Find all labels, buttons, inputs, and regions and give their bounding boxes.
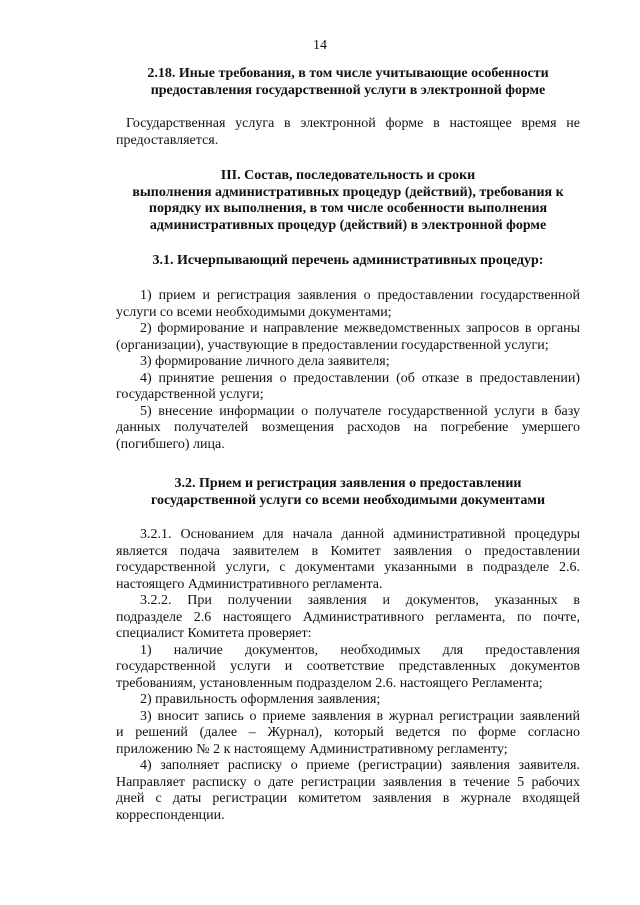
- list-item-line: (погибшего) лица.: [116, 436, 225, 452]
- paragraph-line: 3) вносит запись о приеме заявления в журнал регистрации заявлений: [140, 708, 580, 724]
- section-2-18-heading: [116, 66, 580, 99]
- paragraph-line: дней с даты регистрации комитетом заявления в журнале входящей: [116, 791, 580, 806]
- list-item-line: 2) формирование и направление межведомственных запросов в органы: [140, 321, 580, 336]
- heading-line: предоставления государственной услуги в электронной форме: [150, 82, 546, 98]
- paragraph-line: 3.2.2. При получении заявления и документов, указанных в: [140, 593, 580, 608]
- section-3-2-body: [116, 527, 580, 824]
- paragraph-line: 4) заполняет расписку о приеме (регистрации) заявления заявителя.: [140, 758, 580, 773]
- list-item-line: (организации), участвующие в предоставлении государственной услуги;: [116, 337, 549, 353]
- section-3-2-heading: [116, 476, 580, 509]
- list-item: [116, 354, 580, 371]
- paragraph-line: специалист Комитета проверяет:: [116, 626, 312, 641]
- list-item: [116, 371, 580, 404]
- list-item-line: 3) формирование личного дела заявителя;: [140, 354, 390, 369]
- heading-line: 3.2. Прием и регистрация заявления о предоставлении: [174, 476, 522, 491]
- list-item-line: услуги со всеми необходимыми документами;: [116, 304, 392, 320]
- heading-line: государственной услуги со всеми необходимыми документами: [150, 492, 546, 508]
- paragraph-line: приложению № 2 к настоящему Административному регламенту;: [116, 741, 508, 757]
- paragraph-line: требованиям, установленным подразделом 2.6. настоящего Регламента;: [116, 675, 543, 691]
- paragraph-line: предоставляется.: [116, 132, 219, 148]
- page-number: 14: [313, 38, 327, 53]
- procedures-list: [116, 288, 580, 453]
- paragraph-line: и решений (далее – Журнал), который ведется по форме согласно: [116, 725, 580, 740]
- check-item: [116, 758, 580, 824]
- check-item: [116, 643, 580, 693]
- check-item: [116, 692, 580, 709]
- paragraph-3-2-1: [116, 527, 580, 593]
- list-item-line: 1) прием и регистрация заявления о предоставлении государственной: [140, 288, 580, 303]
- check-item: [116, 709, 580, 759]
- list-item-line: 4) принятие решения о предоставлении (об отказе в предоставлении): [140, 370, 580, 386]
- section-2-18-paragraph: [116, 116, 580, 149]
- paragraph-line: подразделе 2.6 настоящего Административного регламента, по почте,: [116, 609, 580, 625]
- heading-line: порядку их выполнения, в том числе особенности выполнения: [148, 201, 548, 216]
- paragraph-line: 3.2.1. Основанием для начала данной административной процедуры: [140, 527, 580, 542]
- paragraph-line: 1) наличие документов, необходимых для предоставления: [140, 642, 580, 658]
- paragraph-3-2-2: [116, 593, 580, 643]
- paragraph-line: 2) правильность оформления заявления;: [140, 692, 381, 707]
- list-item-line: государственной услуги;: [116, 387, 264, 402]
- paragraph-line: корреспонденции.: [116, 807, 225, 823]
- list-item: [116, 288, 580, 321]
- heading-line: административных процедур (действий) в электронной форме: [149, 217, 547, 233]
- paragraph-line: настоящего Административного регламента.: [116, 576, 383, 592]
- heading-line: 2.18. Иные требования, в том числе учитывающие особенности: [147, 66, 549, 81]
- list-item-line: 5) внесение информации о получателе государственной услуги в базу: [140, 403, 580, 419]
- list-item: [116, 404, 580, 454]
- paragraph-line: государственной услуги, с документами указанными в подразделе 2.6.: [116, 560, 580, 575]
- paragraph-line: государственной услуги и соответствие представленных документов: [116, 659, 580, 674]
- section-3-heading: [116, 168, 580, 234]
- paragraph-line: Направляет расписку о дате регистрации заявления в течение 5 рабочих: [116, 774, 580, 790]
- list-item-line: данных получателей возмещения расходов на погребение умершего: [116, 420, 580, 435]
- heading-line: выполнения административных процедур (действий), требования к: [132, 184, 564, 200]
- list-item: [116, 321, 580, 354]
- paragraph-line: является подача заявителем в Комитет заявления о предоставлении: [116, 543, 580, 559]
- section-3-1-heading: 3.1. Исчерпывающий перечень административных процедур:: [152, 253, 544, 268]
- heading-line: III. Состав, последовательность и сроки: [220, 168, 476, 183]
- paragraph-line: Государственная услуга в электронной форме в настоящее время не: [126, 116, 580, 131]
